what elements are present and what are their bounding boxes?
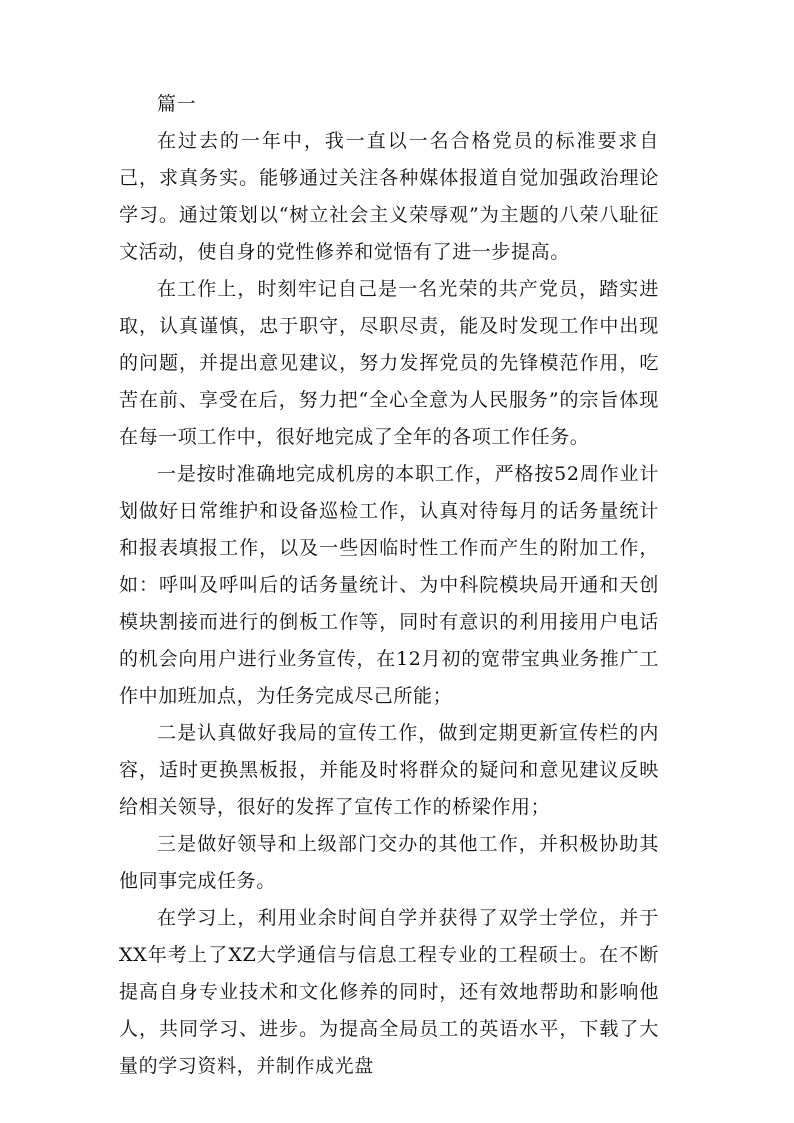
document-body — [119, 86, 659, 1085]
paragraph-party-conduct: 在过去的一年中，我一直以一名合格党员的标准要求自己，求真务实。能够通过关注各种媒体报道自觉加强政治理论学习。通过策划以“树立社会主义荣辱观”为主题的八荣八耻征文活动，使自身的党性修养和觉悟有了进一步提高。 — [119, 130, 659, 263]
paragraph-duty-two: 二是认真做好我局的宣传工作，做到定期更新宣传栏的内容，适时更换黑板报，并能及时将群众的疑问和意见建议反映给相关领导，很好的发挥了宣传工作的桥梁作用； — [119, 722, 659, 818]
paragraph-work: 在工作上，时刻牢记自己是一名光荣的共产党员，踏实进取，认真谨慎，忠于职守，尽职尽责，能及时发现工作中出现的问题，并提出意见建议，努力发挥党员的先锋模范作用，吃苦在前、享受在后，努力把“全心全意为人民服务”的宗旨体现在每一项工作中，很好地完成了全年的各项工作任务。 — [119, 278, 659, 448]
paragraph-duty-one: 一是按时准确地完成机房的本职工作，严格按52周作业计划做好日常维护和设备巡检工作，认真对待每月的话务量统计和报表填报工作，以及一些因临时性工作而产生的附加工作，如：呼叫及呼叫后的话务量统计、为中科院模块局开通和天创模块割接而进行的倒板工作等，同时有意识的利用接用户电话的机会向用户进行业务宣传，在12月初的宽带宝典业务推广工作中加班加点，为任务完成尽己所能； — [119, 463, 659, 707]
paragraph-study: 在学习上，利用业余时间自学并获得了双学士学位，并于XX年考上了XZ大学通信与信息工程专业的工程硕士。在不断提高自身专业技术和文化修养的同时，还有效地帮助和影响他人，共同学习、进步。为提高全局员工的英语水平，下载了大量的学习资料，并制作成光盘 — [119, 907, 659, 1077]
section-heading: 篇一 — [157, 93, 197, 115]
paragraph-duty-three: 三是做好领导和上级部门交办的其他工作，并积极协助其他同事完成任务。 — [119, 833, 659, 892]
